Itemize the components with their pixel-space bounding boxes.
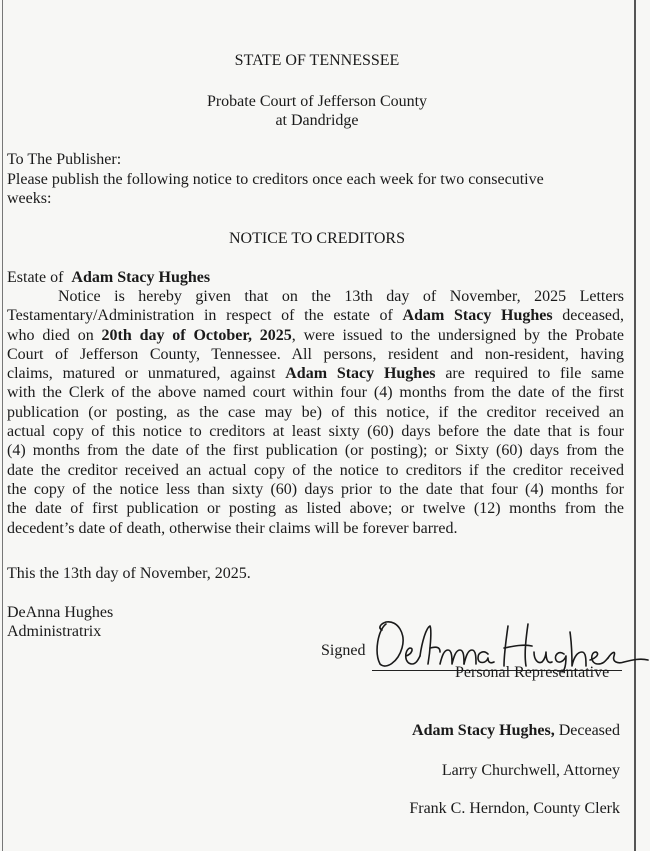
notice-line: with the Clerk of the above named court within four (4) months from the date of the first [7, 384, 624, 402]
notice-line: Testamentary/Administration in respect of the estate of Adam Stacy Hughes deceased, [7, 307, 625, 325]
footer-clerk: Frank C. Herndon, County Clerk [409, 800, 620, 817]
decedent-name: Adam Stacy Hughes [71, 269, 211, 286]
notice-line: the copy of the notice less than sixty (60) days prior to the date that four (4) months for [7, 480, 624, 498]
notice-line: decedent’s date of death, otherwise their claims will be forever barred. [7, 519, 458, 537]
notice-line: date the creditor received an actual copy of the notice to creditors if the creditor received [7, 461, 624, 479]
signature-role: Personal Representative [455, 664, 610, 681]
dated-line: This the 13th day of November, 2025. [7, 565, 251, 582]
notice-line: who died on 20th day of October, 2025, were issued to the undersigned by the Probate [7, 326, 625, 344]
notice-line: Court of Jefferson County, Tennessee. All persons, resident and non-resident, having [7, 345, 624, 363]
notice-body [7, 287, 624, 538]
notice-line: publication (or posting, as the case may be) of this notice, if the creditor received an [7, 403, 624, 421]
notice-line: claims, matured or unmatured, against Adam Stacy Hughes are required to file same [7, 365, 624, 383]
signed-label: Signed [321, 642, 366, 659]
footer-deceased-name: Adam Stacy Hughes, [412, 722, 555, 739]
estate-line [7, 268, 210, 287]
publish-request-line-1: Please publish the following notice to creditors once each week for two consecutive [7, 171, 544, 188]
publish-request-line-2: weeks: [7, 190, 52, 207]
administratrix-name: DeAnna Hughes [7, 604, 114, 621]
notice-line: actual copy of this notice to creditors at least sixty (60) days before the date that is four [7, 423, 624, 441]
court-location: at Dandridge [275, 112, 359, 129]
notice-line: Notice is hereby given that on the 13th day of November, 2025 Letters [58, 288, 624, 305]
notice-line: (4) months from the date of the first publication (or posting); or Sixty (60) days from the [7, 442, 624, 460]
notice-title: NOTICE TO CREDITORS [228, 230, 405, 247]
administratrix-title: Administratrix [7, 623, 102, 640]
publisher-salutation: To The Publisher: [7, 151, 122, 168]
page-border-right [634, 0, 636, 851]
court-name: Probate Court of Jefferson County [206, 93, 428, 110]
footer-deceased [412, 721, 620, 740]
notice-line: the date of first publication or posting as listed above; or twelve (12) months from the [7, 500, 624, 518]
estate-prefix: Estate of [7, 269, 64, 286]
footer-deceased-suffix: Deceased [554, 722, 620, 739]
footer-attorney: Larry Churchwell, Attorney [441, 762, 620, 779]
state-heading: STATE OF TENNESSEE [234, 52, 400, 69]
